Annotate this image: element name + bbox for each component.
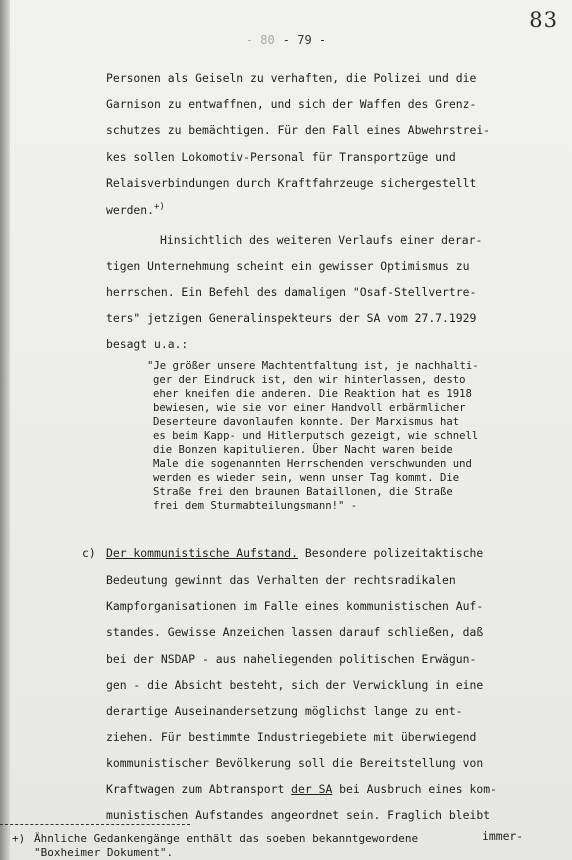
quote-line: Male die sogenannten Herrschenden verschwunden und xyxy=(153,458,472,470)
section-heading: Der kommunistische Aufstand. xyxy=(106,546,299,560)
footnote-line: "Boxheimer Dokument". xyxy=(34,846,174,859)
quote-line: ger der Eindruck ist, den wir hinterlassen, desto xyxy=(153,374,466,386)
text-line xyxy=(106,546,483,560)
text-line: gen - die Absicht besteht, sich der Verwicklung in eine xyxy=(106,678,484,692)
footnote-separator xyxy=(0,824,190,825)
text-line: kommunistischer Bevölkerung soll die Bereitstellung von xyxy=(106,756,484,770)
folio-number: 83 xyxy=(529,8,558,32)
footnote-marker: +) xyxy=(12,832,26,845)
text-line: Bedeutung gewinnt das Verhalten der rechtsradikalen xyxy=(106,573,456,587)
footnote-reference: +) xyxy=(154,202,165,212)
text-line: derartige Auseinandersetzung möglichst lange zu ent- xyxy=(106,704,463,718)
text-line: herrschen. Ein Befehl des damaligen "Osaf-Stellvertre- xyxy=(106,285,477,299)
text-line: ters" jetzigen Generalinspekteurs der SA vom 27.7.1929 xyxy=(106,311,477,325)
quote-line: werden es wieder sein, wenn unser Tag kommt. Die xyxy=(153,472,460,484)
text-line: ziehen. Für bestimmte Industriegebiete mit überwiegend xyxy=(106,730,477,744)
footnote-line: Ähnliche Gedankengänge enthält das soeben bekanntgewordene xyxy=(34,832,419,845)
text-line: besagt u.a.: xyxy=(106,337,189,351)
quote-line: "Je größer unsere Machtentfaltung ist, je nachhalti- xyxy=(147,360,479,372)
quote-line: frei dem Sturmabteilungsmann!" - xyxy=(153,500,358,512)
quote-line: die Bonzen kapitulieren. Über Nacht waren beide xyxy=(153,444,453,456)
text-line: Hinsichtlich des weiteren Verlaufs einer derar- xyxy=(160,233,483,247)
text-line: Personen als Geiseln zu verhaften, die Polizei und die xyxy=(106,71,477,85)
catchword: immer- xyxy=(482,829,524,843)
text-line: Garnison zu entwaffnen, und sich der Waffen des Grenz- xyxy=(106,97,477,111)
text-line: Relaisverbindungen durch Kraftfahrzeuge sichergestellt xyxy=(106,176,477,190)
quote-line: es beim Kapp- und Hitlerputsch gezeigt, wie schnell xyxy=(153,430,479,442)
page-number-ghost: - 80 xyxy=(245,33,275,47)
section-marker: c) xyxy=(82,546,96,560)
text-line: Kampforganisationen im Falle eines kommunistischen Auf- xyxy=(106,599,484,613)
text-line: Kraftwagen zum Abtransport der SA bei Ausbruch eines kom- xyxy=(106,782,497,796)
text-line: kes sollen Lokomotiv-Personal für Transportzüge und xyxy=(106,150,456,164)
underlined-phrase: der SA xyxy=(291,782,333,796)
quote-line: Deserteure davonlaufen konnte. Der Marxismus hat xyxy=(153,416,460,428)
text-line-end: werden. xyxy=(106,203,155,217)
text-line: schutzes zu bemächtigen. Für den Fall eines Abwehrstrei- xyxy=(106,123,491,137)
text-line: standes. Gewisse Anzeichen lassen darauf schließen, daß xyxy=(106,625,484,639)
page-number-text: - 79 - xyxy=(282,33,327,47)
text-line: tigen Unternehmung scheint ein gewisser Optimismus zu xyxy=(106,259,470,273)
section-first-line-rest: Besondere polizeitaktische xyxy=(298,546,484,560)
text-line: bei der NSDAP - aus naheliegenden politischen Erwägun- xyxy=(106,652,477,666)
quote-line: Straße frei den braunen Bataillonen, die Straße xyxy=(153,486,453,498)
quote-line: eher kneifen die anderen. Die Reaktion hat es 1918 xyxy=(153,388,472,400)
quote-line: bewiesen, wie sie vor einer Handvoll erbärmlicher xyxy=(153,402,466,414)
text-line: munistischen Aufstandes angeordnet sein. Fraglich bleibt xyxy=(106,808,491,822)
scan-edge-shadow xyxy=(0,0,10,860)
page-number xyxy=(0,33,572,47)
text-line xyxy=(106,203,165,219)
